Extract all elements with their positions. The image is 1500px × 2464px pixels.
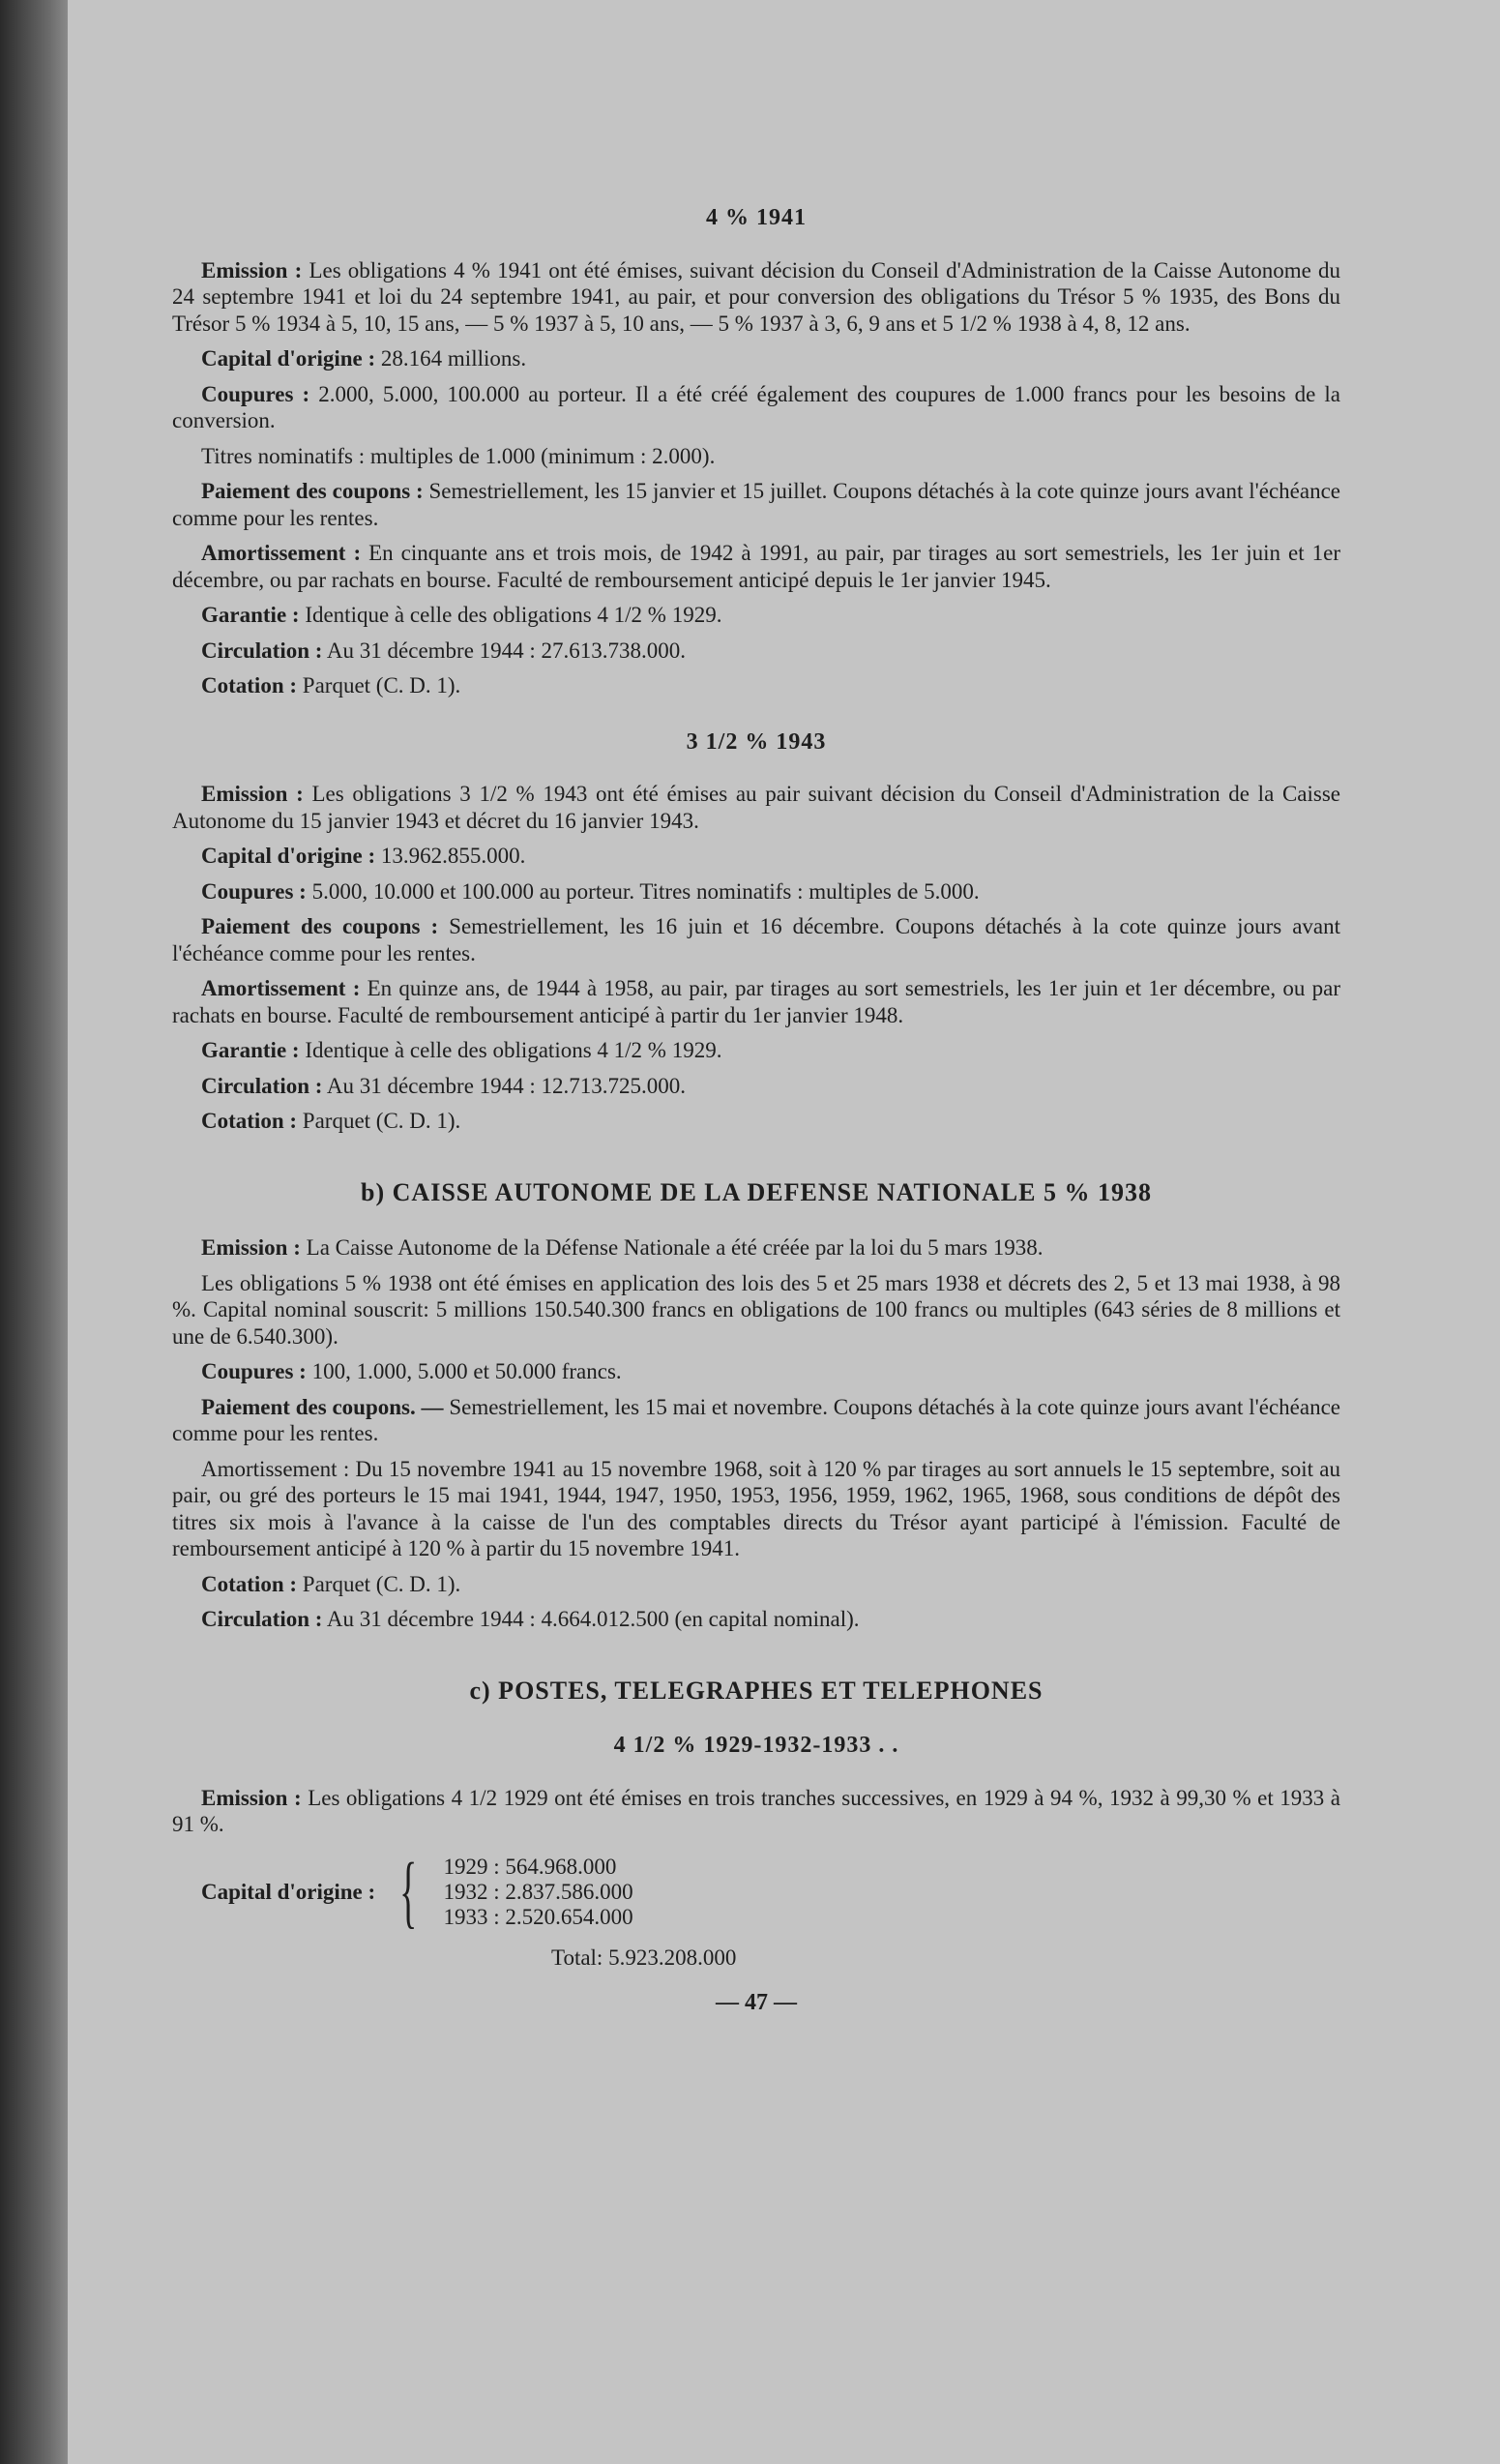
s1-garantie: Garantie : Identique à celle des obligations 4 1/2 % 1929. <box>201 603 722 627</box>
s4-emission: Emission : Les obligations 4 1/2 1929 ont été émises en trois tranches successives, en 1929 à 94 %, 1932 à 99,30 % et 1933 à 91 %. <box>172 1785 1340 1836</box>
s3-paiement: Paiement des coupons. — Semestriellement, les 15 mai et novembre. Coupons détachés à la cote quinze jours avant l'échéance comme pour les rentes. <box>172 1394 1340 1445</box>
s1-amortissement: Amortissement : En cinquante ans et trois mois, de 1942 à 1991, au pair, par tirages au sort semestriels, les 1er juin et 1er décembre, ou par rachats en bourse. Faculté de remboursement anticipé depuis le 1er janvier 1945. <box>172 541 1340 592</box>
s3-circulation: Circulation : Au 31 décembre 1944 : 4.664.012.500 (en capital nominal). <box>201 1607 860 1631</box>
s2-amortissement: Amortissement : En quinze ans, de 1944 à 1958, au pair, par tirages au sort semestriels, les 1er juin et 1er décembre, ou par rachats en bourse. Faculté de remboursement anticipé à partir du 1er janvier 1948. <box>172 976 1340 1027</box>
capital-line-1929: 1929 : 564.968.000 <box>443 1854 617 1879</box>
s2-garantie: Garantie : Identique à celle des obligations 4 1/2 % 1929. <box>201 1038 722 1062</box>
s3-obligations: Les obligations 5 % 1938 ont été émises en application des lois des 5 et 25 mars 1938 et décrets des 2, 5 et 13 mai 1938, à 98 %. Capital nominal souscrit: 5 millions 150.540.300 francs en obligations de 100 francs ou multiples (643 séries de 8 millions et une de 6.540.300). <box>172 1270 1340 1349</box>
s4-capital-label: Capital d'origine : <box>201 1879 376 1904</box>
s1-capital: Capital d'origine : 28.164 millions. <box>201 346 527 371</box>
s2-cotation: Cotation : Parquet (C. D. 1). <box>201 1109 461 1133</box>
s2-emission: Emission : Les obligations 3 1/2 % 1943 ont été émises au pair suivant décision du Conseil d'Administration de la Caisse Autonome du 15 janvier 1943 et décret du 16 janvier 1943. <box>172 782 1340 833</box>
capital-line-1932: 1932 : 2.837.586.000 <box>443 1879 633 1904</box>
s1-paiement: Paiement des coupons : Semestriellement, les 15 janvier et 15 juillet. Coupons détachés à la cote quinze jours avant l'échéance comme pour les rentes. <box>172 479 1341 530</box>
section-subtitle-ptt: 4 1/2 % 1929-1932-1933 . . <box>613 1733 899 1758</box>
s4-capital-block <box>172 1846 1340 1937</box>
section-title-3-5pct-1943: 3 1/2 % 1943 <box>686 728 827 755</box>
section-title-ptt: c) POSTES, TELEGRAPHES ET TELEPHONES <box>469 1676 1044 1705</box>
s3-amortissement: Amortissement : Du 15 novembre 1941 au 15 novembre 1968, soit à 120 % par tirages au sort annuels le 15 septembre, soit au pair, ou gré des porteurs le 15 mai 1941, 1944, 1947, 1950, 1953, 1956, 1959, 1962, 1965, 1968, sous conditions de dépôt des titres six mois à l'avance à la caisse de l'un des comptables directs du Trésor ayant participé à l'émission. Faculté de remboursement anticipé à 120 % à partir du 15 novembre 1941. <box>172 1456 1340 1560</box>
brace-glyph: { <box>399 1846 418 1937</box>
page-content <box>172 205 1340 2017</box>
s2-capital: Capital d'origine : 13.962.855.000. <box>201 844 526 868</box>
s2-paiement: Paiement des coupons : Semestriellement, les 16 juin et 16 décembre. Coupons détachés à la cote quinze jours avant l'échéance comme pour les rentes. <box>172 914 1340 965</box>
s1-circulation: Circulation : Au 31 décembre 1944 : 27.613.738.000. <box>201 638 687 663</box>
s4-total: Total: 5.923.208.000 <box>551 1944 737 1970</box>
s1-emission: Emission : Les obligations 4 % 1941 ont été émises, suivant décision du Conseil d'Administration de la Caisse Autonome du 24 septembre 1941 et loi du 24 septembre 1941, au pair, et pour conversion des obligations du Trésor 5 % 1935, des Bons du Trésor 5 % 1934 à 5, 10, 15 ans, — 5 % 1937 à 5, 10 ans, — 5 % 1937 à 3, 6, 9 ans et 5 1/2 % 1938 à 4, 8, 12 ans. <box>172 257 1340 336</box>
page-number: — 47 — <box>716 1990 797 2015</box>
document-page <box>68 0 1500 2464</box>
s2-circulation: Circulation : Au 31 décembre 1944 : 12.713.725.000. <box>201 1073 687 1098</box>
capital-line-1933: 1933 : 2.520.654.000 <box>443 1904 633 1929</box>
s3-cotation: Cotation : Parquet (C. D. 1). <box>201 1571 461 1596</box>
s4-capital-lines <box>444 1855 633 1930</box>
s1-cotation: Cotation : Parquet (C. D. 1). <box>201 673 461 698</box>
book-binding <box>0 0 68 2464</box>
s1-coupures: Coupures : 2.000, 5.000, 100.000 au porteur. Il a été créé également des coupures de 1.000 francs pour les besoins de la conversion. <box>172 381 1341 432</box>
section-title-defense-nationale: b) CAISSE AUTONOME DE LA DEFENSE NATIONALE 5 % 1938 <box>361 1177 1152 1206</box>
s1-titres: Titres nominatifs : multiples de 1.000 (minimum : 2.000). <box>201 443 716 468</box>
section-title-4pct-1941: 4 % 1941 <box>706 205 807 230</box>
s2-coupures: Coupures : 5.000, 10.000 et 100.000 au porteur. Titres nominatifs : multiples de 5.000. <box>201 878 980 904</box>
s3-emission: Emission : La Caisse Autonome de la Défense Nationale a été créée par la loi du 5 mars 1938. <box>201 1235 1044 1260</box>
s3-coupures: Coupures : 100, 1.000, 5.000 et 50.000 francs. <box>201 1359 622 1383</box>
